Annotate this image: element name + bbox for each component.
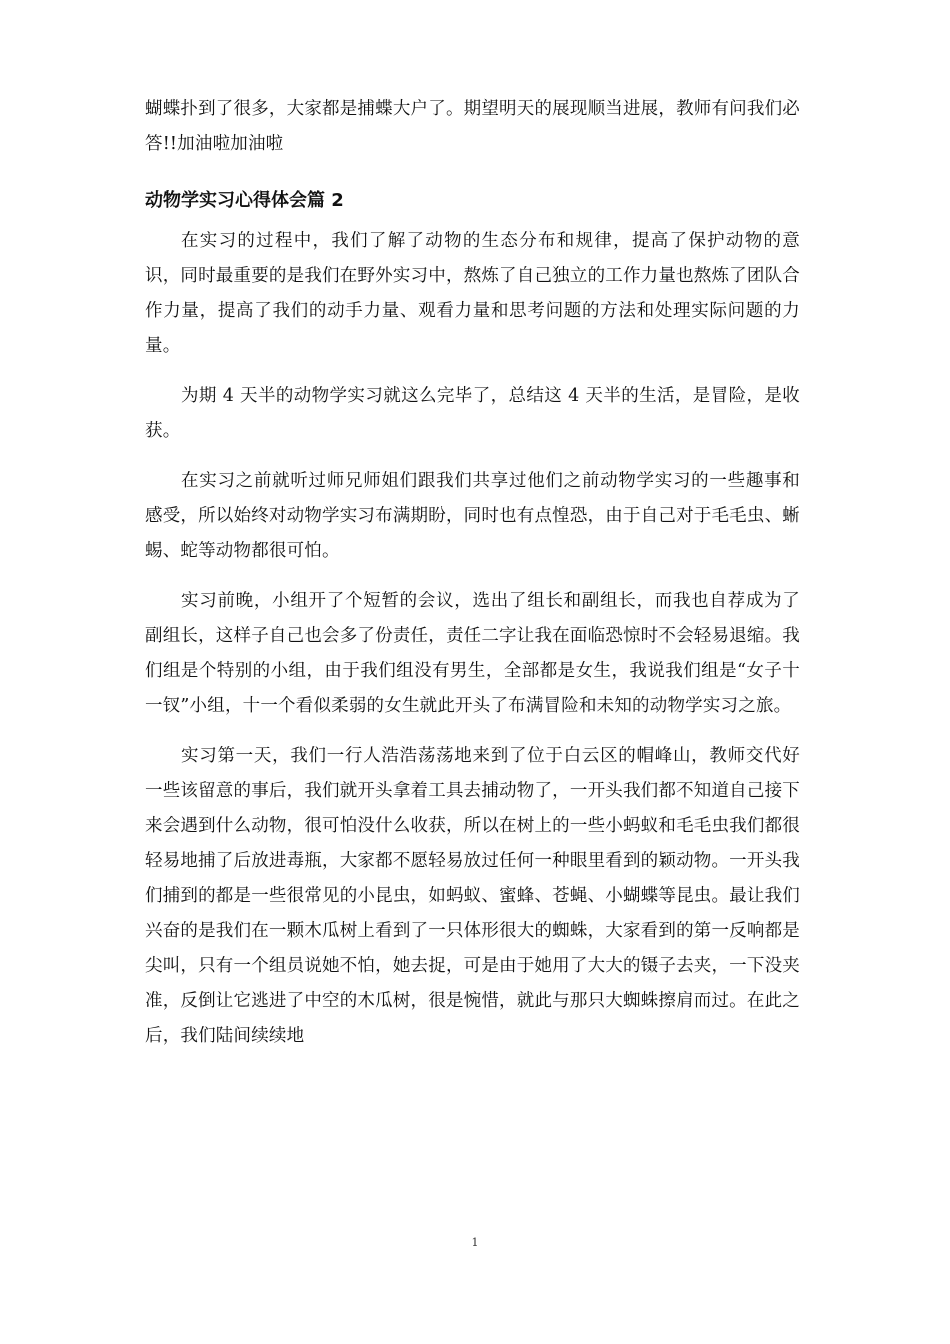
- paragraph-4: 实习前晚，小组开了个短暂的会议，选出了组长和副组长，而我也自荐成为了副组长，这样子自己也会多了份责任，责任二字让我在面临恐惊时不会轻易退缩。我们组是个特别的小组，由于我们组没有男生，全部都是女生，我说我们组是“女子十一钗”小组，十一个看似柔弱的女生就此开头了布满冒险和未知的动物学实习之旅。: [145, 591, 800, 716]
- paragraph-5: 实习第一天，我们一行人浩浩荡荡地来到了位于白云区的帽峰山，教师交代好一些该留意的事后，我们就开头拿着工具去捕动物了，一开头我们都不知道自己接下来会遇到什么动物，很可怕没什么收获，所以在树上的一些小蚂蚁和毛毛虫我们都很轻易地捕了后放进毒瓶，大家都不愿轻易放过任何一种眼里看到的颖动物。一开头我们捕到的都是一些很常见的小昆虫，如蚂蚁、蜜蜂、苍蝇、小蝴蝶等昆虫。最让我们兴奋的是我们在一颗木瓜树上看到了一只体形很大的蜘蛛，大家看到的第一反响都是尖叫，只有一个组员说她不怕，她去捉，可是由于她用了大大的镊子去夹，一下没夹准，反倒让它逃进了中空的木瓜树，很是惋惜，就此与那只大蜘蛛擦肩而过。在此之后，我们陆间续续地: [145, 746, 800, 1046]
- document-body: [145, 92, 800, 1054]
- paragraph-2: 为期 4 天半的动物学实习就这么完毕了，总结这 4 天半的生活，是冒险，是收获。: [145, 386, 800, 441]
- paragraph-1: 在实习的过程中，我们了解了动物的生态分布和规律，提高了保护动物的意识，同时最重要的是我们在野外实习中，熬炼了自己独立的工作力量也熬炼了团队合作力量，提高了我们的动手力量、观看力量和思考问题的方法和处理实际问题的力量。: [145, 231, 800, 356]
- continuation-paragraph: 蝴蝶扑到了很多，大家都是捕蝶大户了。期望明天的展现顺当进展，教师有问我们必答!!加油啦加油啦: [145, 99, 800, 154]
- section-title: 动物学实习心得体会篇 2: [145, 190, 344, 211]
- paragraph-3: 在实习之前就听过师兄师姐们跟我们共享过他们之前动物学实习的一些趣事和感受，所以始终对动物学实习布满期盼，同时也有点惶恐，由于自己对于毛毛虫、蜥蜴、蛇等动物都很可怕。: [145, 471, 800, 561]
- page-number: 1: [471, 1236, 479, 1249]
